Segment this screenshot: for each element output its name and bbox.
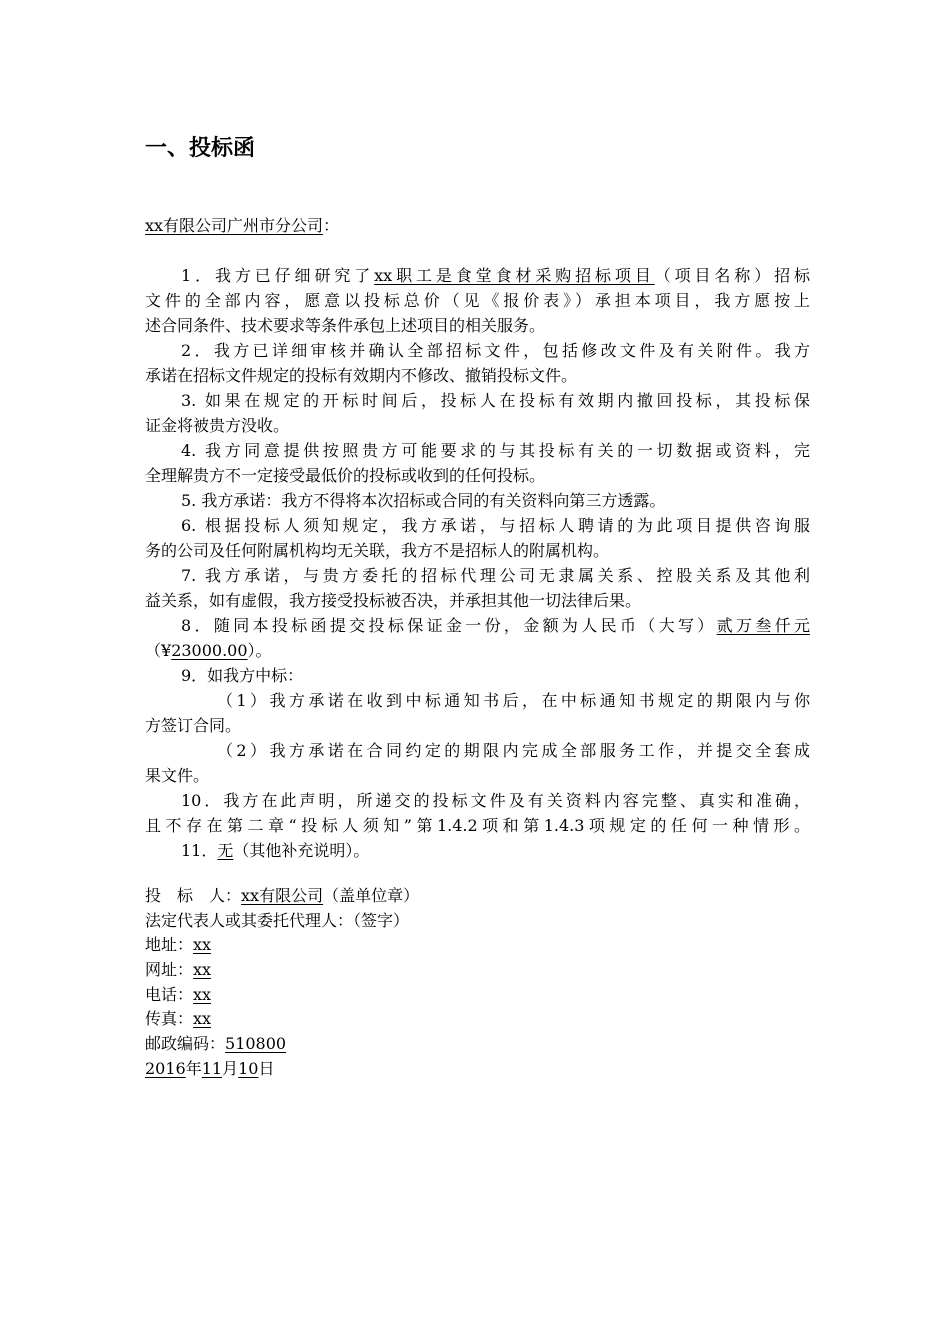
item-10-line-1: 10．我方在此声明，所递交的投标文件及有关资料内容完整、真实和准确，	[181, 791, 810, 810]
addressee-name: xx有限公司广州市分公司	[145, 216, 324, 235]
item-6-line-2: 务的公司及任何附属机构均无关联，我方不是招标人的附属机构。	[145, 541, 610, 560]
postcode-value: 510800	[225, 1034, 287, 1054]
amount-in-words: 贰万叁仟元	[716, 616, 810, 635]
item-9-sub-1-line-2: 方签订合同。	[145, 716, 242, 735]
item-9-line-1: 9．如我方中标：	[181, 666, 304, 685]
item-10-line-2: 且不存在第二章“投标人须知”第1.4.2项和第1.4.3项规定的任何一种情形。	[145, 816, 810, 835]
item-2-line-1: 2．我方已详细审核并确认全部招标文件，包括修改文件及有关附件。我方	[181, 341, 810, 360]
item-3-line-1: 3. 如果在规定的开标时间后，投标人在投标有效期内撤回投标，其投标保	[181, 391, 810, 410]
page-title: 一、投标函	[145, 136, 256, 161]
item-3-line-2: 证金将被贵方没收。	[145, 416, 290, 435]
address-line: 地址：xx	[145, 935, 212, 955]
item-5-line-1: 5. 我方承诺：我方不得将本次招标或合同的有关资料向第三方透露。	[181, 491, 666, 510]
item-1-line-3: 述合同条件、技术要求等条件承包上述项目的相关服务。	[145, 316, 546, 335]
item-1-line-1: 1．我方已仔细研究了xx职工是食堂食材采购招标项目（项目名称）招标	[181, 266, 810, 285]
supplementary-note: 无	[217, 841, 234, 860]
item-8-line-1: 8．随同本投标函提交投标保证金一份，金额为人民币（大写）贰万叁仟元	[181, 616, 810, 635]
item-1-line-2: 文件的全部内容，愿意以投标总价（见《报价表》）承担本项目，我方愿按上	[145, 291, 810, 310]
item-2-line-2: 承诺在招标文件规定的投标有效期内不修改、撤销投标文件。	[145, 366, 578, 385]
address-value: xx	[193, 935, 212, 955]
item-9-sub-2-line-1: （2）我方承诺在合同约定的期限内完成全部服务工作，并提交全套成	[217, 741, 810, 760]
item-6-line-1: 6. 根据投标人须知规定，我方承诺，与招标人聘请的为此项目提供咨询服	[181, 516, 810, 535]
postcode-line: 邮政编码：510800	[145, 1034, 287, 1054]
website-value: xx	[193, 960, 212, 980]
letter-body	[145, 213, 810, 863]
item-9-sub-2-line-2: 果文件。	[145, 766, 210, 785]
item-8-line-2: （¥23000.00）。	[145, 641, 272, 660]
date-line: 2016年11月10日	[145, 1058, 275, 1078]
project-name: xx职工是食堂食材采购招标项目	[374, 266, 655, 285]
bidder-line: 投 标 人：xx有限公司（盖单位章）	[145, 886, 420, 905]
signature-block	[145, 884, 419, 1082]
item-7-line-1: 7. 我方承诺，与贵方委托的招标代理公司无隶属关系、控股关系及其他利	[181, 566, 810, 585]
fax-value: xx	[193, 1009, 212, 1029]
bidder-name: xx有限公司	[241, 886, 324, 905]
item-11-line-1: 11．无（其他补充说明）。	[181, 841, 370, 860]
date-year: 2016	[145, 1058, 186, 1078]
website-line: 网址：xx	[145, 960, 212, 980]
item-9-sub-1-line-1: （1）我方承诺在收到中标通知书后，在中标通知书规定的期限内与你	[217, 691, 810, 710]
phone-value: xx	[193, 984, 212, 1004]
item-4-line-2: 全理解贵方不一定接受最低价的投标或收到的任何投标。	[145, 466, 546, 485]
date-month: 11	[201, 1058, 223, 1078]
representative-line: 法定代表人或其委托代理人：（签字）	[145, 910, 410, 930]
amount-number: 23000.00	[171, 641, 248, 660]
date-day: 10	[238, 1058, 259, 1078]
phone-line: 电话：xx	[145, 984, 212, 1004]
fax-line: 传真：xx	[145, 1009, 212, 1029]
item-4-line-1: 4. 我方同意提供按照贵方可能要求的与其投标有关的一切数据或资料，完	[181, 441, 810, 460]
addressee: xx有限公司广州市分公司：	[145, 216, 340, 235]
item-7-line-2: 益关系，如有虚假，我方接受投标被否决，并承担其他一切法律后果。	[145, 591, 642, 610]
